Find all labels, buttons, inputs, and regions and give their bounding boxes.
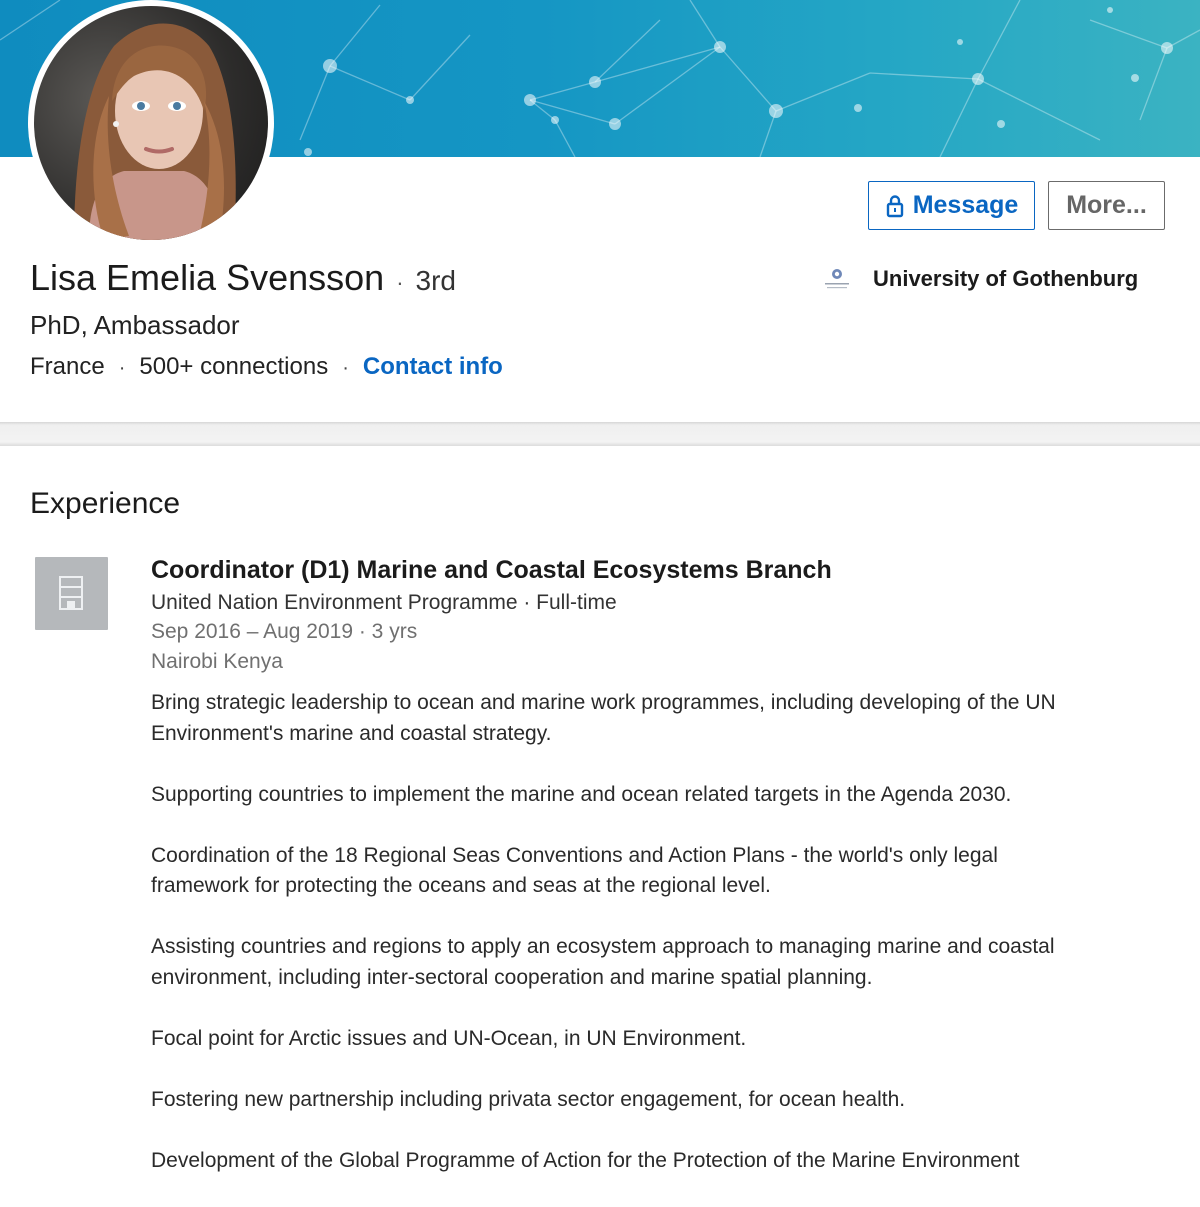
profile-name: Lisa Emelia Svensson <box>30 257 385 298</box>
job-description <box>151 688 1091 1176</box>
lock-icon <box>885 194 905 218</box>
more-button[interactable] <box>1048 181 1165 230</box>
experience-item <box>151 555 1091 1207</box>
job-dates: Sep 2016 – Aug 2019 · 3 yrs <box>151 620 418 643</box>
job-title[interactable]: Coordinator (D1) Marine and Coastal Ecosystems Branch <box>151 556 832 584</box>
profile-photo[interactable] <box>28 0 274 246</box>
experience-heading: Experience <box>30 487 181 520</box>
description-paragraph: Supporting countries to implement the marine and ocean related targets in the Agenda 2030. <box>151 782 1012 806</box>
section-divider <box>0 422 1200 446</box>
name-row <box>30 257 456 299</box>
description-paragraph: Fostering new partnership including privata sector engagement, for ocean health. <box>151 1087 906 1111</box>
more-button-label: More... <box>1066 191 1147 219</box>
profile-headline: PhD, Ambassador <box>30 310 240 340</box>
description-paragraph: Coordination of the 18 Regional Seas Conventions and Action Plans - the world's only legal framework for protecting the oceans and seas at the regional level. <box>151 843 998 897</box>
job-location: Nairobi Kenya <box>151 650 283 673</box>
building-icon <box>57 575 85 611</box>
description-paragraph: Assisting countries and regions to apply an ecosystem approach to managing marine and coastal environment, including inter-sectoral cooperation and marine spatial planning. <box>151 935 1055 989</box>
degree-separator: · <box>396 270 404 295</box>
education-school-link[interactable]: University of Gothenburg <box>873 266 1139 291</box>
profile-meta <box>30 353 503 381</box>
meta-separator: · <box>118 357 126 379</box>
connection-degree: 3rd <box>415 265 456 296</box>
description-paragraph: Development of the Global Programme of Action for the Protection of the Marine Environment <box>151 1148 1020 1172</box>
profile-location: France <box>30 353 105 380</box>
connections-count: 500+ connections <box>139 353 329 380</box>
job-company: United Nation Environment Programme · Full-time <box>151 591 617 614</box>
meta-separator: · <box>342 357 349 379</box>
company-logo[interactable] <box>35 557 108 630</box>
contact-info-link[interactable]: Contact info <box>362 353 503 380</box>
school-logo-icon[interactable] <box>822 266 852 292</box>
profile-photo-image <box>34 6 268 240</box>
description-paragraph: Focal point for Arctic issues and UN-Ocean, in UN Environment. <box>151 1026 747 1050</box>
description-paragraph: Bring strategic leadership to ocean and marine work programmes, including developing of the UN Environment's marine and coastal strategy. <box>151 691 1056 745</box>
message-button[interactable] <box>868 181 1035 230</box>
message-button-label: Message <box>912 191 1019 219</box>
